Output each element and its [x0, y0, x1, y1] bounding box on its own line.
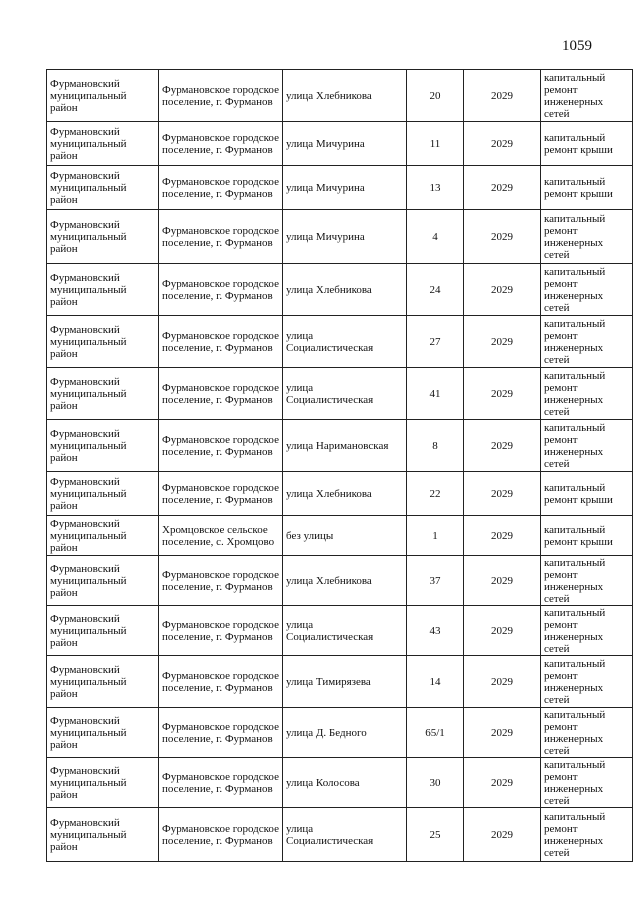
- street-cell: улица Хлебникова: [283, 472, 407, 516]
- year-cell: 2029: [464, 264, 541, 316]
- house-number-cell: 4: [407, 210, 464, 264]
- settlement-cell: Фурмановское городское поселение, г. Фурманов: [159, 708, 283, 758]
- year-cell: 2029: [464, 70, 541, 122]
- housing-repair-table: [46, 69, 633, 862]
- table-row: [47, 808, 633, 862]
- street-cell: улица Хлебникова: [283, 264, 407, 316]
- district-cell: Фурмановский муниципальный район: [47, 264, 159, 316]
- table-row: [47, 264, 633, 316]
- district-cell: Фурмановский муниципальный район: [47, 758, 159, 808]
- table-row: [47, 122, 633, 166]
- house-number-cell: 27: [407, 316, 464, 368]
- settlement-cell: Фурмановское городское поселение, г. Фурманов: [159, 606, 283, 656]
- year-cell: 2029: [464, 122, 541, 166]
- district-cell: Фурмановский муниципальный район: [47, 808, 159, 862]
- table-row: [47, 166, 633, 210]
- year-cell: 2029: [464, 708, 541, 758]
- table-row: [47, 70, 633, 122]
- work-type-cell: капитальный ремонт инженерных сетей: [541, 210, 633, 264]
- district-cell: Фурмановский муниципальный район: [47, 166, 159, 210]
- year-cell: 2029: [464, 656, 541, 708]
- work-type-cell: капитальный ремонт инженерных сетей: [541, 316, 633, 368]
- year-cell: 2029: [464, 606, 541, 656]
- house-number-cell: 14: [407, 656, 464, 708]
- settlement-cell: Фурмановское городское поселение, г. Фурманов: [159, 264, 283, 316]
- district-cell: Фурмановский муниципальный район: [47, 708, 159, 758]
- street-cell: улица Колосова: [283, 758, 407, 808]
- table-row: [47, 708, 633, 758]
- settlement-cell: Фурмановское городское поселение, г. Фурманов: [159, 656, 283, 708]
- district-cell: Фурмановский муниципальный район: [47, 368, 159, 420]
- year-cell: 2029: [464, 758, 541, 808]
- work-type-cell: капитальный ремонт инженерных сетей: [541, 656, 633, 708]
- work-type-cell: капитальный ремонт инженерных сетей: [541, 70, 633, 122]
- settlement-cell: Фурмановское городское поселение, г. Фурманов: [159, 70, 283, 122]
- district-cell: Фурмановский муниципальный район: [47, 556, 159, 606]
- street-cell: улица Мичурина: [283, 166, 407, 210]
- house-number-cell: 13: [407, 166, 464, 210]
- work-type-cell: капитальный ремонт инженерных сетей: [541, 758, 633, 808]
- settlement-cell: Фурмановское городское поселение, г. Фурманов: [159, 758, 283, 808]
- street-cell: улица Мичурина: [283, 210, 407, 264]
- work-type-cell: капитальный ремонт инженерных сетей: [541, 606, 633, 656]
- work-type-cell: капитальный ремонт крыши: [541, 122, 633, 166]
- work-type-cell: капитальный ремонт инженерных сетей: [541, 808, 633, 862]
- street-cell: улица Мичурина: [283, 122, 407, 166]
- settlement-cell: Фурмановское городское поселение, г. Фурманов: [159, 808, 283, 862]
- district-cell: Фурмановский муниципальный район: [47, 656, 159, 708]
- house-number-cell: 1: [407, 516, 464, 556]
- settlement-cell: Фурмановское городское поселение, г. Фурманов: [159, 420, 283, 472]
- street-cell: улица Тимирязева: [283, 656, 407, 708]
- table-row: [47, 516, 633, 556]
- year-cell: 2029: [464, 516, 541, 556]
- year-cell: 2029: [464, 808, 541, 862]
- house-number-cell: 22: [407, 472, 464, 516]
- settlement-cell: Фурмановское городское поселение, г. Фурманов: [159, 368, 283, 420]
- work-type-cell: капитальный ремонт инженерных сетей: [541, 264, 633, 316]
- table-row: [47, 210, 633, 264]
- house-number-cell: 8: [407, 420, 464, 472]
- house-number-cell: 37: [407, 556, 464, 606]
- district-cell: Фурмановский муниципальный район: [47, 210, 159, 264]
- street-cell: улица Д. Бедного: [283, 708, 407, 758]
- table-row: [47, 656, 633, 708]
- house-number-cell: 24: [407, 264, 464, 316]
- street-cell: улица Наримановская: [283, 420, 407, 472]
- work-type-cell: капитальный ремонт крыши: [541, 472, 633, 516]
- work-type-cell: капитальный ремонт инженерных сетей: [541, 556, 633, 606]
- street-cell: улица Социалистическая: [283, 368, 407, 420]
- settlement-cell: Хромцовское сельское поселение, с. Хромцово: [159, 516, 283, 556]
- settlement-cell: Фурмановское городское поселение, г. Фурманов: [159, 166, 283, 210]
- district-cell: Фурмановский муниципальный район: [47, 472, 159, 516]
- year-cell: 2029: [464, 166, 541, 210]
- table-row: [47, 368, 633, 420]
- work-type-cell: капитальный ремонт крыши: [541, 166, 633, 210]
- table-row: [47, 556, 633, 606]
- house-number-cell: 11: [407, 122, 464, 166]
- work-type-cell: капитальный ремонт инженерных сетей: [541, 368, 633, 420]
- table-row: [47, 472, 633, 516]
- street-cell: улица Социалистическая: [283, 606, 407, 656]
- house-number-cell: 25: [407, 808, 464, 862]
- house-number-cell: 41: [407, 368, 464, 420]
- year-cell: 2029: [464, 316, 541, 368]
- district-cell: Фурмановский муниципальный район: [47, 316, 159, 368]
- table-row: [47, 758, 633, 808]
- table-row: [47, 420, 633, 472]
- work-type-cell: капитальный ремонт крыши: [541, 516, 633, 556]
- house-number-cell: 20: [407, 70, 464, 122]
- street-cell: без улицы: [283, 516, 407, 556]
- district-cell: Фурмановский муниципальный район: [47, 420, 159, 472]
- year-cell: 2029: [464, 368, 541, 420]
- table-row: [47, 316, 633, 368]
- street-cell: улица Хлебникова: [283, 556, 407, 606]
- house-number-cell: 65/1: [407, 708, 464, 758]
- house-number-cell: 43: [407, 606, 464, 656]
- district-cell: Фурмановский муниципальный район: [47, 606, 159, 656]
- settlement-cell: Фурмановское городское поселение, г. Фурманов: [159, 122, 283, 166]
- street-cell: улица Социалистическая: [283, 808, 407, 862]
- table-body: [47, 70, 633, 862]
- settlement-cell: Фурмановское городское поселение, г. Фурманов: [159, 472, 283, 516]
- settlement-cell: Фурмановское городское поселение, г. Фурманов: [159, 556, 283, 606]
- street-cell: улица Социалистическая: [283, 316, 407, 368]
- settlement-cell: Фурмановское городское поселение, г. Фурманов: [159, 316, 283, 368]
- table-row: [47, 606, 633, 656]
- street-cell: улица Хлебникова: [283, 70, 407, 122]
- year-cell: 2029: [464, 556, 541, 606]
- year-cell: 2029: [464, 210, 541, 264]
- work-type-cell: капитальный ремонт инженерных сетей: [541, 420, 633, 472]
- house-number-cell: 30: [407, 758, 464, 808]
- year-cell: 2029: [464, 472, 541, 516]
- page-number: 1059: [562, 38, 592, 54]
- district-cell: Фурмановский муниципальный район: [47, 70, 159, 122]
- district-cell: Фурмановский муниципальный район: [47, 122, 159, 166]
- year-cell: 2029: [464, 420, 541, 472]
- work-type-cell: капитальный ремонт инженерных сетей: [541, 708, 633, 758]
- district-cell: Фурмановский муниципальный район: [47, 516, 159, 556]
- settlement-cell: Фурмановское городское поселение, г. Фурманов: [159, 210, 283, 264]
